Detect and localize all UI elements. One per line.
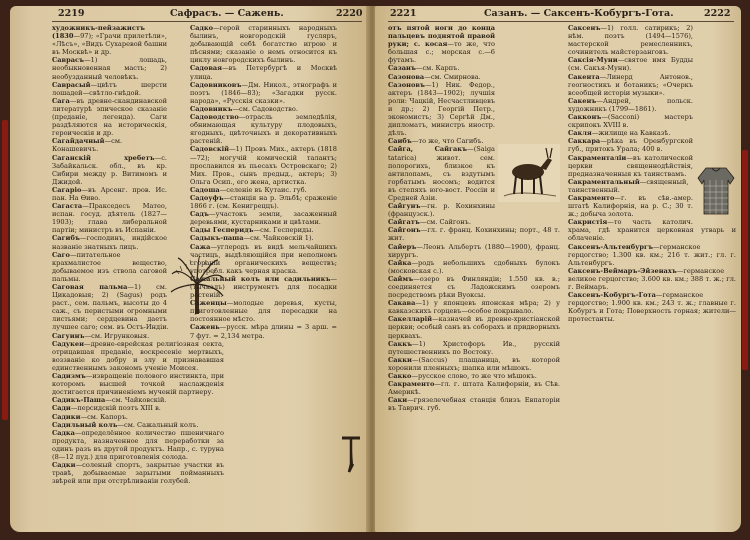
entry-headword: Сакраменталіи bbox=[568, 153, 627, 162]
entry-headword: Садикъ-Паша bbox=[52, 396, 106, 405]
entry-headword: художникъ-пейзажистъ (1830 bbox=[52, 24, 145, 41]
dictionary-entry: Саженцы—молодые деревья, кусты, приготовленные для пересадки на постоянное мѣсто. bbox=[190, 299, 337, 324]
dictionary-entry: Садикъ-Паша—см. Чайковскій. bbox=[52, 396, 167, 405]
entry-headword: Садко bbox=[190, 24, 214, 32]
dictionary-entry: Сакко—русское слово, то же что мѣшокъ. bbox=[388, 372, 537, 381]
entry-headword: Садки bbox=[52, 461, 76, 470]
running-head-left: Сафрасъ. — Сажень. bbox=[170, 8, 284, 19]
entry-headword: Сагибъ bbox=[52, 234, 80, 243]
dictionary-entry: Сакраментальный—священный, таинственный. bbox=[568, 177, 689, 194]
entry-headword: Саженцы bbox=[190, 299, 227, 308]
entry-headword: Сайгонъ bbox=[388, 226, 421, 235]
dictionary-entry: Сакраменталіи—въ католической церкви священнодѣйствія, предназначенныя къ таинствамъ. bbox=[568, 153, 693, 178]
dictionary-entry: Садко—герой старинныхъ народныхъ былинъ, новгородскій гусляръ, добывающій себѣ богатство игрою и пѣснями; сказаніе о немъ относится къ циклу новгородскихъ былинъ. bbox=[190, 24, 337, 65]
entry-headword: Саврасый bbox=[52, 80, 91, 89]
entry-headword: Сакента bbox=[568, 72, 600, 81]
entry-headword: Саккъ bbox=[388, 339, 413, 348]
entry-headword: Сакраменто bbox=[388, 380, 435, 389]
dictionary-entry: Саксенъ-Кобургъ-Гота—германское герцогство; 1.900 кв. км.; 243 т. ж.; главные г. Кобургъ и Гота; Поверхность горная; жители—протестанты. bbox=[568, 291, 736, 324]
dictionary-entry: Садоводство—отрасль земледѣлія, обнимающая культуру плодовыхъ, ягодныхъ, цвѣточныхъ и декоративныхъ растеній. bbox=[190, 113, 337, 146]
dictionary-entry: художникъ-пейзажистъ (1830—97); «Грачи прилетѣли», «Лѣсъ», «Видъ Сухаревой башни въ Москвѣ» и др. bbox=[52, 24, 167, 57]
dictionary-entry: Сажальный колъ или садильникъ—(тычкалъ) инструментъ для посадки растеній. bbox=[190, 274, 337, 300]
dictionary-entry: Саго—питательное крахмалистое вещество, добываемое изъ ствола саговой пальмы. bbox=[52, 250, 167, 283]
entry-headword: Сакко bbox=[388, 372, 412, 381]
dictionary-entry: Сакелларій—казначей въ древне-христіанской церкви; особый санъ въ соборахъ и придворныхъ церквахъ. bbox=[388, 315, 560, 340]
entry-headword: Садукеи bbox=[52, 339, 84, 348]
dictionary-entry: Садукеи—древне-еврейская религіозная секта, отрицавшая преданіе, воскресеніе мертвыхъ, воззванiе ко добру и злу и признававшая единственнымъ закономъ ученіе Моисея. bbox=[52, 339, 224, 372]
entry-headword: Сага bbox=[52, 96, 70, 105]
entry-headword: Садильный колъ bbox=[52, 420, 118, 429]
entry-headword: Сакелларій bbox=[388, 315, 433, 324]
entry-headword: Саксенъ-Кобургъ-Гота bbox=[568, 291, 656, 300]
entry-headword: Сажень bbox=[190, 323, 220, 332]
entry-headword: Саксенъ bbox=[568, 24, 601, 32]
dictionary-entry: Садъ—участокъ земли, засаженный деревьями, кустарниками и цвѣтами. bbox=[190, 210, 337, 227]
sakkos-vestment-illustration bbox=[696, 164, 736, 218]
entry-headword: Сайгунъ bbox=[388, 202, 421, 211]
planting-stick-illustration bbox=[340, 434, 362, 476]
dictionary-entry: Сайгатъ—см. Сайгонъ. bbox=[388, 218, 471, 227]
red-book-spine-right bbox=[742, 150, 748, 370]
dictionary-entry: Сади—персидскій поэтъ XIII в. bbox=[52, 404, 161, 413]
running-head-right: Сазанъ. — Саксенъ-Кобургъ-Гота. bbox=[484, 8, 674, 19]
entry-headword: Садоуфъ bbox=[190, 193, 224, 202]
entry-headword: Сагайдачный bbox=[52, 137, 105, 146]
entry-headword: Садовскій bbox=[190, 145, 230, 154]
red-book-spine-left bbox=[2, 120, 8, 420]
dictionary-entry: Сайгонъ—гл. г. франц. Кохинхины; порт., 48 т. жит. bbox=[388, 226, 560, 243]
entry-headword: Сайеръ bbox=[388, 242, 417, 251]
dictionary-entry: Сакенъ—Андрей, польск. художникъ (1799—1861). bbox=[568, 96, 693, 113]
header-rule-right bbox=[388, 21, 734, 22]
entry-headword: Сакава bbox=[388, 299, 416, 308]
entry-headword: Сайгатъ bbox=[388, 218, 420, 227]
entry-headword: Сажальный колъ или садильникъ bbox=[190, 274, 331, 283]
dictionary-entry: Садизмъ—извращеніе полового инстинкта, при которомъ высшей точкой наслажденія достигается причиненіемъ мученій партнеру. bbox=[52, 372, 224, 397]
dictionary-entry: Саки—грязелечебная станція близъ Евпаторіи въ Таврич. губ. bbox=[388, 396, 560, 413]
entry-headword: Сакконъ bbox=[568, 113, 602, 122]
dictionary-entry: Сакава—1) у японцевъ японская мѣра; 2) у кавказскихъ горцевъ—особое покрывало. bbox=[388, 299, 560, 316]
right-column-2 bbox=[568, 24, 736, 522]
dictionary-entry: Садка—определённое количество пшеничнаго продукта, назначенное для переработки за одинъ разъ въ другой продуктъ. Напр., с. туруна (8—12 пуд.) для приготовленія солода. bbox=[52, 428, 224, 461]
entry-headword: Садизмъ bbox=[52, 372, 86, 381]
page-number-2222: 2222 bbox=[704, 8, 731, 19]
entry-headword: Сагуинъ bbox=[52, 331, 85, 340]
dictionary-entry: Сакконъ—(Sacconi) мастеръ скрипокъ XVIII в. bbox=[568, 113, 693, 130]
dictionary-entry: Садоша—селенiе въ Кутаис. губ. bbox=[190, 185, 307, 194]
entry-headword: Сакенъ bbox=[568, 96, 597, 105]
dictionary-entry: Сады Гесперидъ—см. Геспериды. bbox=[190, 226, 314, 235]
header-rule-left bbox=[52, 21, 362, 22]
entry-headword: Сагастa bbox=[52, 202, 83, 211]
entry-headword: Саговая пальма bbox=[52, 283, 128, 291]
saiga-antelope-illustration bbox=[498, 144, 560, 204]
entry-headword: Сайка bbox=[388, 258, 412, 267]
dictionary-entry: Саймъ—озеро въ Финляндіи; 1.550 кв. в.; соединяется съ Ладожскимъ озеромъ посредствомъ рѣки Вуоксы. bbox=[388, 274, 560, 300]
dictionary-entry: Садовскій—1) Провъ Мих., актеръ (1818—72); могучій комическій талантъ; прославился въ пьесахъ Островскаго; 2) Мих. Пров., сынъ предыд., актеръ; 3) Ольга Осип., его жена, артистка. bbox=[190, 145, 337, 186]
dictionary-entry: Сагибъ—господинъ, индійское названіе знатныхъ лицъ. bbox=[52, 234, 167, 251]
dictionary-entry: Сазоновъ—1) Ник. Федор., актеръ (1843—1902); лучшія роли: Чацкій, Несчастливцевъ и др.; 2) Георгій Петр., экономистъ; 3) Сергѣй Дм., дипломатъ, министръ иностр. дѣлъ. bbox=[388, 80, 495, 138]
dictionary-entry: Саврасый—цвѣтъ шерсти лошадей—свѣтло-гнѣдой. bbox=[52, 80, 167, 97]
entry-headword: Сакраменто bbox=[568, 193, 615, 202]
dictionary-entry: Садыкъ-паша—см. Чайковскій 1). bbox=[190, 234, 314, 243]
dictionary-entry: Саговая пальма—1) см. Цикадовыя; 2) (Sagus) родъ раст., сем. пальмъ, высоты до 4 саж., съ перистыми огромными листьями; сердцевина даетъ лучшее саго; сем. въ Остъ-Индіи. bbox=[52, 283, 169, 332]
dictionary-entry: Садовниковъ—Дм. Никол., этнографъ и поэтъ (1846—83); «Загадки русск. народа», «Русскія сказки». bbox=[190, 80, 337, 105]
dictionary-entry: Саксенъ-Альтенбургъ—германское герцогство; 1.300 кв. км.; 216 т. жит.; гл. г. Альтенбургъ. bbox=[568, 242, 736, 267]
dictionary-entry: Саксенъ-Веймаръ-Эйзенахъ—германское великое герцогство; 3.600 кв. км.; 388 т. ж.; гл. г. Веймаръ. bbox=[568, 266, 736, 291]
dictionary-entry: Сагастa—Пракседесъ Матео, испан. госуд. дѣятель (1827—1903); глава либеральной партіи; министръ въ Испаніи. bbox=[52, 202, 167, 235]
dictionary-entry: Сакристія—то часть католич. храма, гдѣ хранится церковная утварь и облаченіе. bbox=[568, 218, 736, 243]
dictionary-entry: Сакраменто—гл. г. штата Калифорніи, въ Сѣв. Америкѣ. bbox=[388, 380, 560, 397]
dictionary-entry: Сага—въ древне-скандинавской литературѣ эпическое сказаніе (преданіе, легенда). Саги раздѣляются на историческія, героическія и др. bbox=[52, 96, 167, 138]
entry-headword: Сакраментальный bbox=[568, 177, 640, 186]
entry-headword: Саксенъ-Веймаръ-Эйзенахъ bbox=[568, 266, 677, 275]
entry-headword: Саккара bbox=[568, 137, 601, 146]
entry-headword: Садыкъ-паша bbox=[190, 234, 244, 243]
dictionary-entry: Садовая—въ Петербургѣ и Москвѣ улица. bbox=[190, 64, 337, 81]
entry-headword: Сады Гесперидъ bbox=[190, 226, 254, 235]
dictionary-entry: Сажа—углеродъ въ видѣ мельчайшихъ частицъ, выдѣляющійся при неполномъ сгораніи органическихъ веществъ; употребл. какъ черная краска. bbox=[190, 242, 337, 275]
dictionary-entry: Саганскій хребетъ—с. Забайкальск. обл., въ кр. Сибири между р. Витимомъ и Джидой. bbox=[52, 153, 167, 186]
entry-headword: Сакристія bbox=[568, 218, 608, 227]
entry-headword: отъ пятой ноги до конца пальцевъ поднятой правой руки; с. косая bbox=[388, 24, 495, 49]
dictionary-entry: Сайга, Сайгакъ—(Saiga tatarica) живот. сем. полорогихъ, близкое къ антилопамъ, съ вздутымъ горбатымъ носомъ; водится въ степяхъ юго-вост. Россіи и Средней Азіи. bbox=[388, 145, 495, 202]
left-column-2 bbox=[190, 24, 362, 522]
dictionary-entry: Саккара—рѣка въ Оренбургской губ., притокъ Урала; 400 в. bbox=[568, 137, 693, 154]
entry-headword: Сажа bbox=[190, 242, 211, 251]
dictionary-entry: Саккъ—1) Христофоръ Ив., русскій путешественникъ по Востоку. bbox=[388, 339, 560, 356]
entry-headword: Сади bbox=[52, 404, 71, 413]
dictionary-entry: Сакля—жилище на Кавказѣ. bbox=[568, 129, 671, 138]
entry-headword: Саганскій хребетъ bbox=[52, 153, 155, 162]
dictionary-entry: Сайка—родъ небольшихъ сдобныхъ булокъ (московская с.). bbox=[388, 258, 560, 275]
entry-headword: Сагаріо bbox=[52, 185, 82, 194]
entry-headword: Садовниковъ bbox=[190, 80, 242, 89]
dictionary-entry: Сайеръ—Леонъ Альбертъ (1880—1900), франц. хирургъ. bbox=[388, 242, 560, 259]
page-number-2221: 2221 bbox=[390, 8, 417, 19]
dictionary-entry: Сагуинъ—см. Игрунковыя. bbox=[52, 331, 150, 340]
dictionary-entry: Сакраменто—г. въ сѣв.-амер. штатѣ Калифорнія, на р. С.; 30 т. ж.; добыча золота. bbox=[568, 193, 693, 219]
dictionary-entry: Саксія-Муни—святое имя Будды (см. Сакъя-Муни). bbox=[568, 56, 693, 73]
entry-headword: Сайга, Сайгакъ bbox=[388, 145, 468, 154]
entry-headword: Саго bbox=[52, 250, 70, 259]
dictionary-entry: Сазонова—см. Смирнова. bbox=[388, 72, 481, 81]
entry-headword: Сазоновъ bbox=[388, 80, 425, 89]
entry-headword: Садовникъ bbox=[190, 104, 233, 113]
entry-headword: Саксенъ-Альтенбургъ bbox=[568, 242, 654, 251]
dictionary-entry: Саибъ—то же, что Сагибъ. bbox=[388, 137, 484, 146]
entry-headword: Саймъ bbox=[388, 274, 414, 283]
page-number-2220: 2220 bbox=[336, 8, 363, 19]
dictionary-entry: отъ пятой ноги до конца пальцевъ поднятой правой руки; с. косая—то же, что большая с.; морская с.—6 футамъ. bbox=[388, 24, 495, 65]
entry-headword: Садоша bbox=[190, 185, 220, 194]
dictionary-entry: Садоуфъ—станція на р. Эльбѣ; сраженіе 1866 г. (см. Кенигреццъ). bbox=[190, 193, 337, 211]
dictionary-entry: Сакки—(Saccus) плащаница, въ которой хоронили пленныхъ; шапка или мѣшокъ. bbox=[388, 355, 560, 372]
right-column-1 bbox=[388, 24, 560, 522]
entry-headword: Саки bbox=[388, 396, 408, 405]
dictionary-entry: Садильный колъ—см. Сажальный колъ. bbox=[52, 420, 199, 429]
dictionary-entry: Саврасъ—1) лошадь, необыкновенная масть; 2) необузданный человѣкъ. bbox=[52, 56, 167, 81]
dictionary-entry: Сакента—Линерд Антонов., геогностикъ и ботаникъ; «Очеркъ всеобщей исторіи музыки». bbox=[568, 72, 693, 97]
dictionary-entry: Садики—см. Капоръ. bbox=[52, 412, 128, 421]
entry-headword: Садъ bbox=[190, 210, 209, 219]
dictionary-entry: Сажень—русск. мѣра длины = 3 арш. = 7 фут. = 2,134 метра. bbox=[190, 323, 337, 340]
dictionary-entry: Сайгунъ—гн. р. Кохинхины (французск.). bbox=[388, 202, 495, 219]
dictionary-entry: Сагайдачный—см. Конашевичъ. bbox=[52, 137, 123, 154]
entry-headword: Саврасъ bbox=[52, 56, 85, 65]
entry-headword: Садики bbox=[52, 412, 81, 421]
dictionary-entry: Садки—соленый спортъ, закрытые участки въ травѣ, добываемые зарытыми пойманныхъ звѣрей или при отстрѣливаніи голубей. bbox=[52, 461, 224, 486]
entry-headword: Садоводство bbox=[190, 113, 239, 122]
entry-headword: Саибъ bbox=[388, 137, 412, 146]
dictionary-entry: Сазанъ—см. Карпъ. bbox=[388, 64, 460, 73]
entry-headword: Сакки bbox=[388, 355, 412, 364]
entry-headword: Сазонова bbox=[388, 72, 425, 81]
dictionary-entry: Саксенъ—1) голл. сатирикъ; 2) нѣм. поэтъ (1494—1576), мастерской ремесленникъ, сочинитель майстерзанговъ. bbox=[568, 24, 693, 57]
entry-headword: Сакля bbox=[568, 129, 592, 138]
entry-headword: Садка bbox=[52, 428, 75, 437]
entry-headword: Садовая bbox=[190, 64, 223, 73]
entry-headword: Саксія-Муни bbox=[568, 56, 618, 65]
dictionary-entry: Сагаріо—въ Арсенг. пров. Ис. пан. На Ѳиво. bbox=[52, 185, 167, 202]
entry-headword: Сазанъ bbox=[388, 64, 416, 73]
page-number-2219: 2219 bbox=[58, 8, 85, 19]
dictionary-entry: Садовникъ—см. Садоводство. bbox=[190, 104, 298, 113]
